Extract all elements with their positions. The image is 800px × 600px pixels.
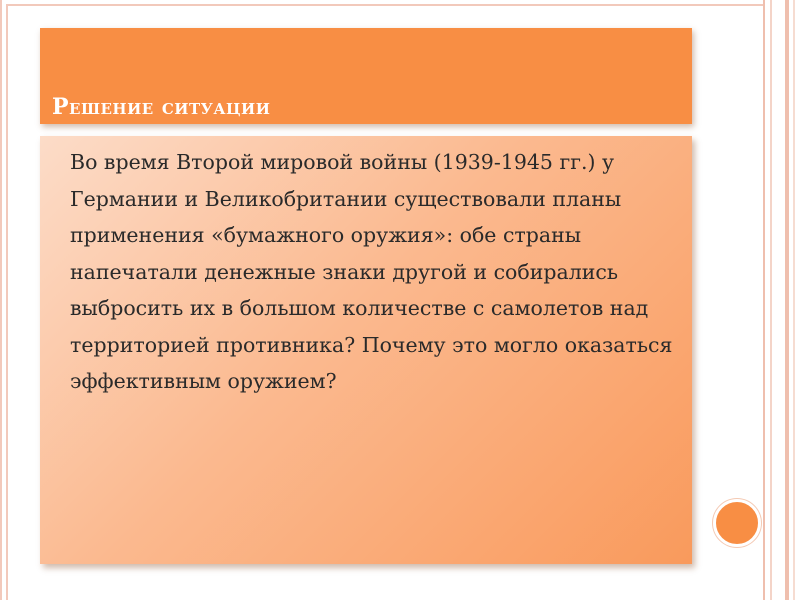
frame-inner-left-line bbox=[6, 4, 8, 600]
body-text: Во время Второй мировой войны (1939-1945 гг.) у Германии и Великобритании существовали планы применения «бумажного оружия»: обе страны напечатали денежные знаки другой и собирались выбросить их в большом количестве с самолетов над территорией противника? Почему это могло оказаться эффективным оружием? bbox=[70, 150, 673, 393]
frame-right-line bbox=[763, 0, 765, 600]
frame-right-line bbox=[785, 0, 789, 600]
frame-top-line bbox=[6, 4, 764, 6]
decorative-circle bbox=[713, 499, 761, 547]
frame-right-line bbox=[793, 0, 795, 600]
title-bar bbox=[40, 28, 692, 124]
slide-title: Решение ситуации bbox=[52, 94, 271, 120]
frame-right-line bbox=[770, 0, 772, 600]
